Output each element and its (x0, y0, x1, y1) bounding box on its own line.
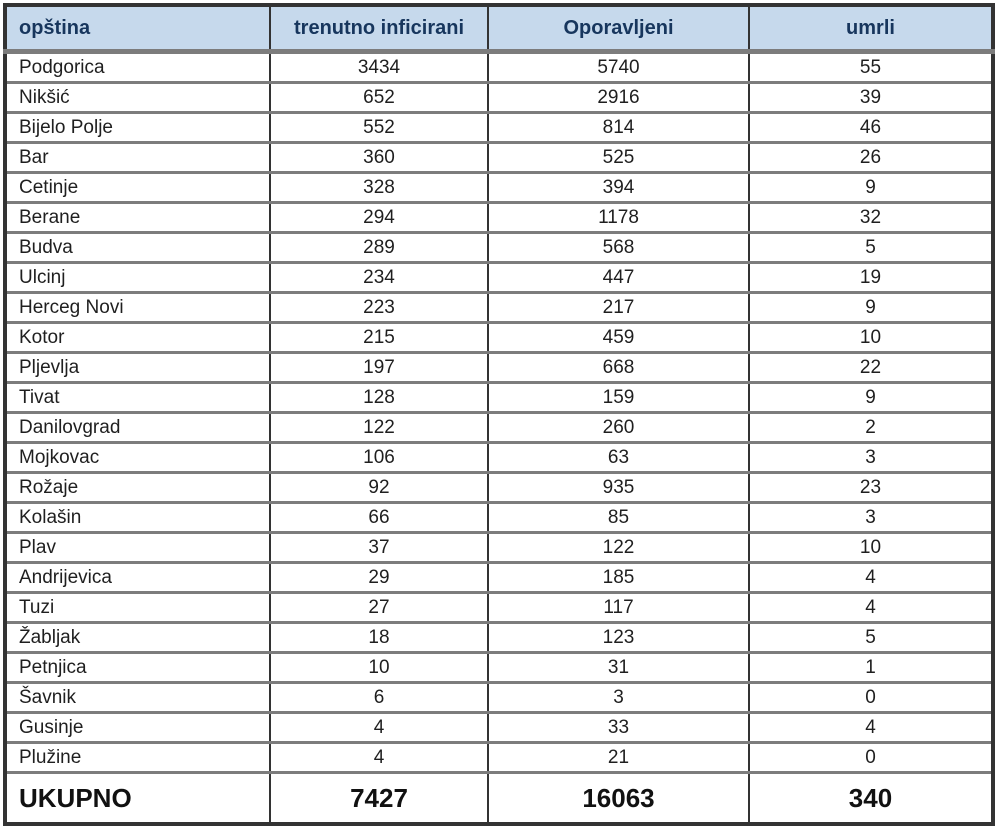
deaths-value-cell: 3 (749, 443, 993, 473)
municipality-name-cell: Bar (5, 143, 270, 173)
municipality-name-cell: Gusinje (5, 713, 270, 743)
recovered-value-cell: 3 (488, 683, 749, 713)
municipality-name-cell: Herceg Novi (5, 293, 270, 323)
municipality-name-cell: Kolašin (5, 503, 270, 533)
municipality-name-cell: Plav (5, 533, 270, 563)
deaths-value-cell: 39 (749, 83, 993, 113)
total-row (5, 773, 993, 825)
table-row (5, 473, 993, 503)
recovered-value-cell: 260 (488, 413, 749, 443)
recovered-value-cell: 122 (488, 533, 749, 563)
table-row (5, 383, 993, 413)
table-row (5, 113, 993, 143)
deaths-value-cell: 19 (749, 263, 993, 293)
municipality-name-cell: Nikšić (5, 83, 270, 113)
table-row (5, 203, 993, 233)
table-row (5, 173, 993, 203)
deaths-value-cell: 23 (749, 473, 993, 503)
infected-value-cell: 652 (270, 83, 488, 113)
deaths-value-cell: 5 (749, 233, 993, 263)
recovered-value-cell: 33 (488, 713, 749, 743)
infected-value-cell: 106 (270, 443, 488, 473)
municipality-name-cell: Plužine (5, 743, 270, 773)
table-row (5, 653, 993, 683)
deaths-value-cell: 4 (749, 563, 993, 593)
table-row (5, 263, 993, 293)
table-row (5, 83, 993, 113)
municipality-name-cell: Tivat (5, 383, 270, 413)
infected-value-cell: 92 (270, 473, 488, 503)
recovered-value-cell: 123 (488, 623, 749, 653)
total-recovered-value: 16063 (488, 773, 749, 825)
table-row (5, 743, 993, 773)
deaths-value-cell: 0 (749, 743, 993, 773)
infected-value-cell: 294 (270, 203, 488, 233)
recovered-value-cell: 185 (488, 563, 749, 593)
recovered-value-cell: 1178 (488, 203, 749, 233)
table-footer (5, 773, 993, 825)
deaths-value-cell: 2 (749, 413, 993, 443)
deaths-value-cell: 1 (749, 653, 993, 683)
deaths-value-cell: 10 (749, 323, 993, 353)
municipality-name-cell: Žabljak (5, 623, 270, 653)
municipality-name-cell: Tuzi (5, 593, 270, 623)
table-row (5, 353, 993, 383)
recovered-value-cell: 21 (488, 743, 749, 773)
recovered-value-cell: 217 (488, 293, 749, 323)
recovered-value-cell: 63 (488, 443, 749, 473)
municipality-name-cell: Danilovgrad (5, 413, 270, 443)
recovered-value-cell: 525 (488, 143, 749, 173)
deaths-value-cell: 22 (749, 353, 993, 383)
total-infected-value: 7427 (270, 773, 488, 825)
infected-value-cell: 128 (270, 383, 488, 413)
infected-value-cell: 18 (270, 623, 488, 653)
municipality-name-cell: Pljevlja (5, 353, 270, 383)
infected-value-cell: 66 (270, 503, 488, 533)
column-header-trenutno-inficirani: trenutno inficirani (270, 5, 488, 52)
deaths-value-cell: 4 (749, 713, 993, 743)
table-row (5, 623, 993, 653)
table-row (5, 413, 993, 443)
total-deaths-value: 340 (749, 773, 993, 825)
municipality-name-cell: Andrijevica (5, 563, 270, 593)
infected-value-cell: 552 (270, 113, 488, 143)
recovered-value-cell: 5740 (488, 52, 749, 83)
recovered-value-cell: 459 (488, 323, 749, 353)
municipality-name-cell: Podgorica (5, 52, 270, 83)
total-label: UKUPNO (5, 773, 270, 825)
municipality-name-cell: Šavnik (5, 683, 270, 713)
table-row (5, 323, 993, 353)
recovered-value-cell: 117 (488, 593, 749, 623)
column-header-oporavljeni: Oporavljeni (488, 5, 749, 52)
infected-value-cell: 27 (270, 593, 488, 623)
deaths-value-cell: 10 (749, 533, 993, 563)
infected-value-cell: 289 (270, 233, 488, 263)
table-header (5, 5, 993, 52)
recovered-value-cell: 31 (488, 653, 749, 683)
infected-value-cell: 4 (270, 713, 488, 743)
deaths-value-cell: 5 (749, 623, 993, 653)
deaths-value-cell: 26 (749, 143, 993, 173)
recovered-value-cell: 85 (488, 503, 749, 533)
table-row (5, 233, 993, 263)
column-header-umrli: umrli (749, 5, 993, 52)
infected-value-cell: 29 (270, 563, 488, 593)
infected-value-cell: 3434 (270, 52, 488, 83)
column-header-opstina: opština (5, 5, 270, 52)
municipality-table (3, 3, 995, 826)
recovered-value-cell: 2916 (488, 83, 749, 113)
deaths-value-cell: 0 (749, 683, 993, 713)
municipality-name-cell: Mojkovac (5, 443, 270, 473)
municipality-name-cell: Kotor (5, 323, 270, 353)
deaths-value-cell: 46 (749, 113, 993, 143)
infected-value-cell: 37 (270, 533, 488, 563)
deaths-value-cell: 4 (749, 593, 993, 623)
table-row (5, 443, 993, 473)
table-row (5, 563, 993, 593)
table-row (5, 293, 993, 323)
municipality-name-cell: Berane (5, 203, 270, 233)
header-row (5, 5, 993, 52)
recovered-value-cell: 447 (488, 263, 749, 293)
infected-value-cell: 328 (270, 173, 488, 203)
infected-value-cell: 223 (270, 293, 488, 323)
infected-value-cell: 215 (270, 323, 488, 353)
infected-value-cell: 360 (270, 143, 488, 173)
table-row (5, 533, 993, 563)
municipality-name-cell: Rožaje (5, 473, 270, 503)
table-row (5, 683, 993, 713)
deaths-value-cell: 9 (749, 173, 993, 203)
table-row (5, 503, 993, 533)
deaths-value-cell: 3 (749, 503, 993, 533)
municipality-name-cell: Ulcinj (5, 263, 270, 293)
infected-value-cell: 122 (270, 413, 488, 443)
recovered-value-cell: 935 (488, 473, 749, 503)
table-row (5, 143, 993, 173)
recovered-value-cell: 814 (488, 113, 749, 143)
municipality-name-cell: Budva (5, 233, 270, 263)
recovered-value-cell: 568 (488, 233, 749, 263)
deaths-value-cell: 55 (749, 52, 993, 83)
infected-value-cell: 10 (270, 653, 488, 683)
recovered-value-cell: 668 (488, 353, 749, 383)
table-row (5, 52, 993, 83)
infected-value-cell: 4 (270, 743, 488, 773)
deaths-value-cell: 9 (749, 383, 993, 413)
table-body (5, 52, 993, 773)
infected-value-cell: 234 (270, 263, 488, 293)
recovered-value-cell: 159 (488, 383, 749, 413)
deaths-value-cell: 32 (749, 203, 993, 233)
infected-value-cell: 6 (270, 683, 488, 713)
infected-value-cell: 197 (270, 353, 488, 383)
deaths-value-cell: 9 (749, 293, 993, 323)
recovered-value-cell: 394 (488, 173, 749, 203)
municipality-name-cell: Cetinje (5, 173, 270, 203)
municipality-name-cell: Bijelo Polje (5, 113, 270, 143)
municipality-name-cell: Petnjica (5, 653, 270, 683)
table-row (5, 593, 993, 623)
table-row (5, 713, 993, 743)
